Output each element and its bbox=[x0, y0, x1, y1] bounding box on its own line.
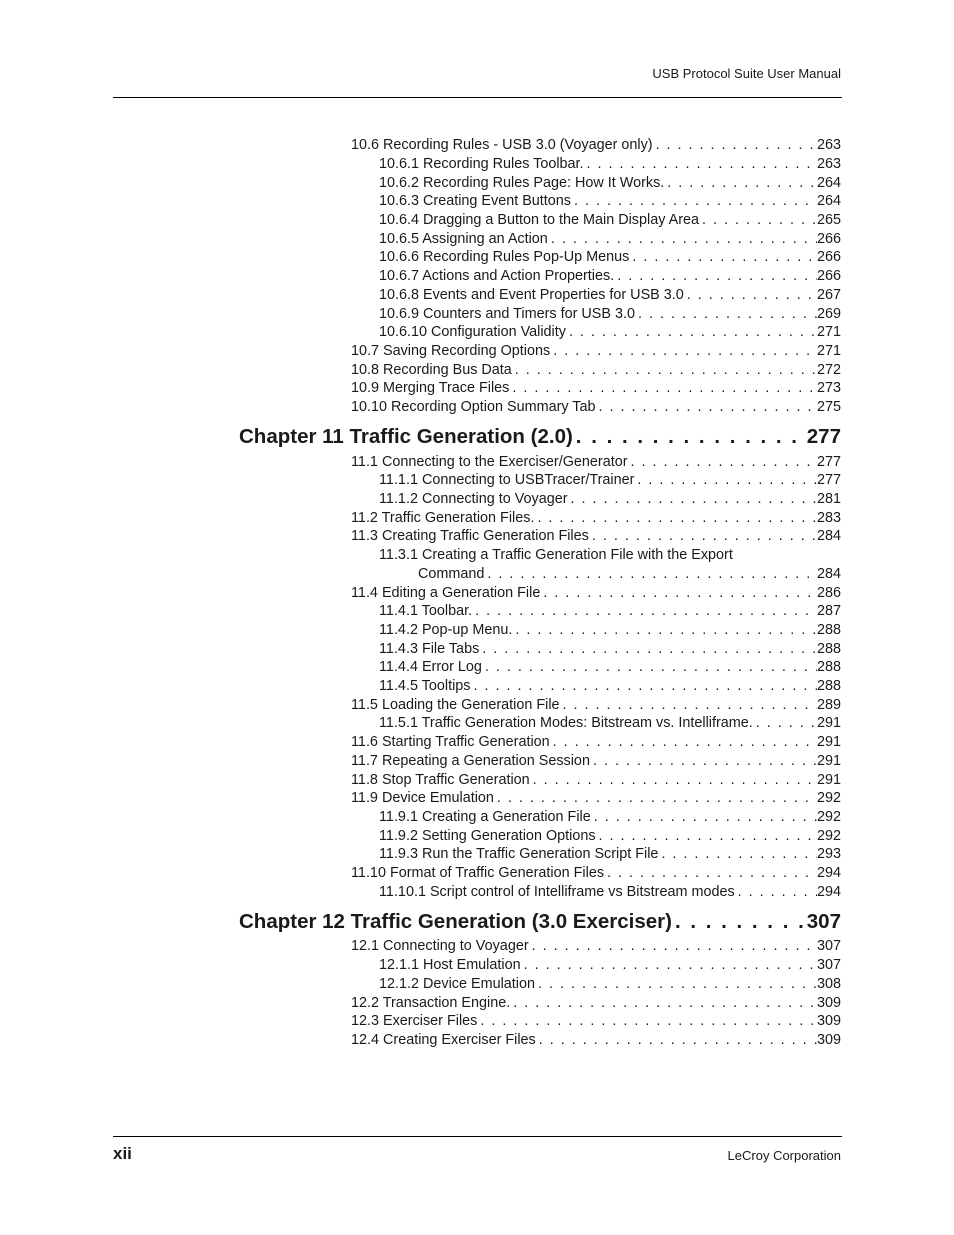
dot-leader bbox=[512, 361, 817, 379]
toc-chapter-heading[interactable] bbox=[239, 425, 841, 449]
toc-entry[interactable] bbox=[418, 565, 841, 583]
toc-entry-title: 11.6 Starting Traffic Generation bbox=[351, 734, 550, 750]
toc-entry-title: 10.9 Merging Trace Files bbox=[351, 380, 510, 396]
toc-entry-title: 11.1 Connecting to the Exerciser/Generator bbox=[351, 454, 628, 470]
toc-page-number: 283 bbox=[816, 510, 841, 526]
company-name: LeCroy Corporation bbox=[727, 1148, 841, 1163]
toc-entry-title: 12.1 Connecting to Voyager bbox=[351, 938, 529, 954]
toc-entry[interactable] bbox=[379, 490, 841, 508]
toc-page-number: 264 bbox=[816, 175, 841, 191]
toc-page-number: 266 bbox=[816, 231, 841, 247]
toc-entry-title: 12.4 Creating Exerciser Files bbox=[351, 1032, 536, 1048]
dot-leader bbox=[509, 379, 817, 397]
toc-entry[interactable] bbox=[379, 975, 841, 993]
toc-entry-title: 10.6.5 Assigning an Action bbox=[379, 231, 548, 247]
toc-entry[interactable] bbox=[351, 584, 841, 602]
dot-leader bbox=[566, 323, 817, 341]
dot-leader bbox=[664, 174, 817, 192]
toc-page-number: 294 bbox=[816, 884, 841, 900]
toc-entry-title: 11.4 Editing a Generation File bbox=[351, 585, 541, 601]
toc-entry[interactable] bbox=[379, 323, 841, 341]
toc-page-number: 288 bbox=[816, 659, 841, 675]
toc-entry[interactable] bbox=[379, 677, 841, 695]
footer-rule bbox=[113, 1136, 842, 1137]
toc-entry-title: Chapter 11 Traffic Generation (2.0) bbox=[239, 425, 573, 448]
toc-page-number: 307 bbox=[816, 957, 841, 973]
toc-entry-title: 11.4.2 Pop-up Menu. bbox=[379, 622, 513, 638]
dot-leader bbox=[699, 211, 817, 229]
toc-entry-title: 11.9 Device Emulation bbox=[351, 790, 494, 806]
dot-leader bbox=[534, 509, 817, 527]
toc-entry[interactable] bbox=[351, 1012, 841, 1030]
dot-leader bbox=[590, 752, 817, 770]
toc-page-number: 288 bbox=[816, 641, 841, 657]
toc-entry-title: 10.6.10 Configuration Validity bbox=[379, 324, 566, 340]
toc-page-number: 293 bbox=[816, 846, 841, 862]
toc-page-number: 281 bbox=[816, 491, 841, 507]
dot-leader bbox=[635, 305, 817, 323]
toc-entry-title: 11.4.3 File Tabs bbox=[379, 641, 480, 657]
toc-entry[interactable] bbox=[351, 361, 841, 379]
toc-entry[interactable] bbox=[351, 509, 841, 527]
toc-entry-title: 11.10 Format of Traffic Generation Files bbox=[351, 865, 605, 881]
toc-entry[interactable] bbox=[379, 248, 841, 266]
toc-entry-title: 11.4.1 Toolbar. bbox=[379, 603, 473, 619]
dot-leader bbox=[591, 808, 817, 826]
toc-entry[interactable] bbox=[379, 192, 841, 210]
dot-leader bbox=[629, 248, 817, 266]
toc-entry[interactable] bbox=[351, 771, 841, 789]
toc-entry[interactable] bbox=[351, 453, 841, 471]
toc-entry-title: 10.8 Recording Bus Data bbox=[351, 362, 512, 378]
toc-page-number: 263 bbox=[816, 137, 841, 153]
toc-entry-title: 10.6.9 Counters and Timers for USB 3.0 bbox=[379, 306, 635, 322]
toc-entry-title: 11.10.1 Script control of Intelliframe vs Bitstream modes bbox=[379, 884, 735, 900]
toc-page-number: 288 bbox=[816, 678, 841, 694]
toc-page-number: 289 bbox=[816, 697, 841, 713]
toc-entry[interactable] bbox=[351, 1031, 841, 1049]
dot-leader bbox=[550, 733, 817, 751]
dot-leader bbox=[530, 771, 817, 789]
toc-entry-title: 11.5 Loading the Generation File bbox=[351, 697, 560, 713]
dot-leader bbox=[470, 677, 817, 695]
toc-page-number: 277 bbox=[806, 425, 841, 448]
toc-page-number: 294 bbox=[816, 865, 841, 881]
dot-leader bbox=[512, 621, 817, 639]
toc-entry[interactable] bbox=[379, 827, 841, 845]
toc-entry-title: 10.6.8 Events and Event Properties for USB 3.0 bbox=[379, 287, 684, 303]
dot-leader bbox=[684, 286, 817, 304]
toc-entry-title: 11.2 Traffic Generation Files. bbox=[351, 510, 535, 526]
toc-entry[interactable] bbox=[379, 211, 841, 229]
toc-page-number: 271 bbox=[816, 324, 841, 340]
toc-entry-title: 12.1.2 Device Emulation bbox=[379, 976, 535, 992]
dot-leader bbox=[568, 490, 817, 508]
toc-page-number: 291 bbox=[816, 753, 841, 769]
toc-entry-title: 10.6.6 Recording Rules Pop-Up Menus bbox=[379, 249, 630, 265]
toc-entry[interactable] bbox=[379, 602, 841, 620]
toc-entry[interactable] bbox=[351, 527, 841, 545]
toc-entry[interactable] bbox=[379, 230, 841, 248]
toc-entry-title: 10.6 Recording Rules - USB 3.0 (Voyager only) bbox=[351, 137, 653, 153]
dot-leader bbox=[536, 1031, 817, 1049]
toc-entry[interactable] bbox=[351, 342, 841, 360]
toc-page-number: 265 bbox=[816, 212, 841, 228]
toc-entry-title: 11.3 Creating Traffic Generation Files bbox=[351, 528, 589, 544]
dot-leader bbox=[573, 425, 807, 449]
toc-page-number: 307 bbox=[806, 910, 841, 933]
toc-page-number: 288 bbox=[816, 622, 841, 638]
toc-entry[interactable] bbox=[379, 155, 841, 173]
page-number: xii bbox=[113, 1144, 132, 1163]
toc-page-number: 277 bbox=[816, 454, 841, 470]
toc-entry-title: 11.1.1 Connecting to USBTracer/Trainer bbox=[379, 472, 635, 488]
manual-title: USB Protocol Suite User Manual bbox=[652, 66, 841, 81]
dot-leader bbox=[472, 602, 817, 620]
toc-page-number: 291 bbox=[816, 715, 841, 731]
toc-page-number: 275 bbox=[816, 399, 841, 415]
dot-leader bbox=[550, 342, 817, 360]
toc-entry-title: Command bbox=[418, 566, 485, 582]
dot-leader bbox=[735, 883, 817, 901]
toc-entry-title: 11.9.3 Run the Traffic Generation Script File bbox=[379, 846, 659, 862]
dot-leader bbox=[658, 845, 817, 863]
dot-leader bbox=[653, 136, 817, 154]
dot-leader bbox=[596, 398, 817, 416]
toc-entry[interactable] bbox=[351, 789, 841, 807]
toc-entry-title: 10.10 Recording Option Summary Tab bbox=[351, 399, 596, 415]
dot-leader bbox=[521, 956, 817, 974]
toc-entry[interactable] bbox=[351, 379, 841, 397]
toc-entry[interactable] bbox=[379, 883, 841, 901]
toc-entry[interactable] bbox=[351, 136, 841, 154]
dot-leader bbox=[634, 471, 817, 489]
toc-entry[interactable] bbox=[379, 808, 841, 826]
toc-entry-title: 12.2 Transaction Engine. bbox=[351, 995, 511, 1011]
toc-page-number: 308 bbox=[816, 976, 841, 992]
toc-entry-title: 11.5.1 Traffic Generation Modes: Bitstream vs. Intelliframe. bbox=[379, 715, 753, 731]
toc-entry[interactable] bbox=[379, 267, 841, 285]
toc-entry[interactable] bbox=[351, 696, 841, 714]
dot-leader bbox=[494, 789, 817, 807]
toc-page-number: 264 bbox=[816, 193, 841, 209]
toc-page-number: 309 bbox=[816, 995, 841, 1011]
dot-leader bbox=[560, 696, 817, 714]
dot-leader bbox=[614, 267, 817, 285]
toc-entry[interactable] bbox=[379, 714, 841, 732]
toc-page-number: 309 bbox=[816, 1013, 841, 1029]
toc-page-number: 266 bbox=[816, 249, 841, 265]
header-rule bbox=[113, 97, 842, 98]
toc-entry[interactable] bbox=[379, 658, 841, 676]
toc-entry-title: 11.1.2 Connecting to Voyager bbox=[379, 491, 568, 507]
toc-page-number: 269 bbox=[816, 306, 841, 322]
dot-leader bbox=[571, 192, 817, 210]
dot-leader bbox=[540, 584, 817, 602]
toc-entry-title: 11.7 Repeating a Generation Session bbox=[351, 753, 590, 769]
toc-entry[interactable] bbox=[379, 305, 841, 323]
toc-page-number: 307 bbox=[816, 938, 841, 954]
toc-entry[interactable] bbox=[351, 994, 841, 1012]
dot-leader bbox=[477, 1012, 817, 1030]
toc-page-number: 272 bbox=[816, 362, 841, 378]
toc-entry-title: 11.4.4 Error Log bbox=[379, 659, 482, 675]
toc-page-number: 271 bbox=[816, 343, 841, 359]
dot-leader bbox=[482, 658, 817, 676]
toc-entry[interactable] bbox=[379, 174, 841, 192]
toc-page-number: 284 bbox=[816, 566, 841, 582]
toc-entry[interactable] bbox=[351, 398, 841, 416]
toc-entry[interactable] bbox=[379, 845, 841, 863]
dot-leader bbox=[548, 230, 817, 248]
dot-leader bbox=[753, 714, 817, 732]
dot-leader bbox=[596, 827, 817, 845]
toc-entry[interactable] bbox=[379, 621, 841, 639]
toc-entry-title[interactable]: 11.3.1 Creating a Traffic Generation File with the Export bbox=[379, 547, 733, 563]
dot-leader bbox=[584, 155, 817, 173]
toc-page-number: 292 bbox=[816, 809, 841, 825]
toc-page-number: 292 bbox=[816, 790, 841, 806]
toc-page-number: 266 bbox=[816, 268, 841, 284]
toc-page-number: 277 bbox=[816, 472, 841, 488]
toc-entry-title: 10.6.4 Dragging a Button to the Main Display Area bbox=[379, 212, 699, 228]
dot-leader bbox=[672, 910, 807, 934]
toc-page-number: 284 bbox=[816, 528, 841, 544]
toc-entry[interactable] bbox=[351, 937, 841, 955]
toc-entry-title: 10.6.7 Actions and Action Properties. bbox=[379, 268, 615, 284]
toc-entry[interactable] bbox=[351, 864, 841, 882]
dot-leader bbox=[529, 937, 817, 955]
dot-leader bbox=[510, 994, 817, 1012]
toc-page-number: 263 bbox=[816, 156, 841, 172]
toc-entry[interactable] bbox=[379, 956, 841, 974]
toc-entry[interactable] bbox=[379, 471, 841, 489]
toc-entry[interactable] bbox=[351, 733, 841, 751]
toc-entry-title: 11.9.1 Creating a Generation File bbox=[379, 809, 591, 825]
toc-page-number: 287 bbox=[816, 603, 841, 619]
toc-entry-title: 12.1.1 Host Emulation bbox=[379, 957, 521, 973]
dot-leader bbox=[604, 864, 817, 882]
toc-entry[interactable] bbox=[351, 752, 841, 770]
toc-entry[interactable] bbox=[379, 640, 841, 658]
dot-leader bbox=[535, 975, 817, 993]
toc-entry[interactable] bbox=[379, 286, 841, 304]
toc-entry-title: 11.9.2 Setting Generation Options bbox=[379, 828, 596, 844]
toc-page-number: 267 bbox=[816, 287, 841, 303]
toc-entry-title: Chapter 12 Traffic Generation (3.0 Exerciser) bbox=[239, 910, 672, 933]
dot-leader bbox=[484, 565, 817, 583]
dot-leader bbox=[589, 527, 817, 545]
toc-page-number: 291 bbox=[816, 734, 841, 750]
toc-entry-title: 10.6.2 Recording Rules Page: How It Works. bbox=[379, 175, 665, 191]
toc-entry-title: 10.7 Saving Recording Options bbox=[351, 343, 551, 359]
toc-entry-title: 10.6.1 Recording Rules Toolbar. bbox=[379, 156, 584, 172]
toc-page-number: 292 bbox=[816, 828, 841, 844]
dot-leader bbox=[628, 453, 817, 471]
toc-entry-title: 11.8 Stop Traffic Generation bbox=[351, 772, 530, 788]
toc-page-number: 291 bbox=[816, 772, 841, 788]
toc-entry-title: 11.4.5 Tooltips bbox=[379, 678, 471, 694]
toc-page-number: 309 bbox=[816, 1032, 841, 1048]
toc-chapter-heading[interactable] bbox=[239, 910, 841, 934]
toc-entry-title: 10.6.3 Creating Event Buttons bbox=[379, 193, 571, 209]
toc-page-number: 273 bbox=[816, 380, 841, 396]
toc-page-number: 286 bbox=[816, 585, 841, 601]
dot-leader bbox=[479, 640, 817, 658]
toc-entry-title: 12.3 Exerciser Files bbox=[351, 1013, 478, 1029]
